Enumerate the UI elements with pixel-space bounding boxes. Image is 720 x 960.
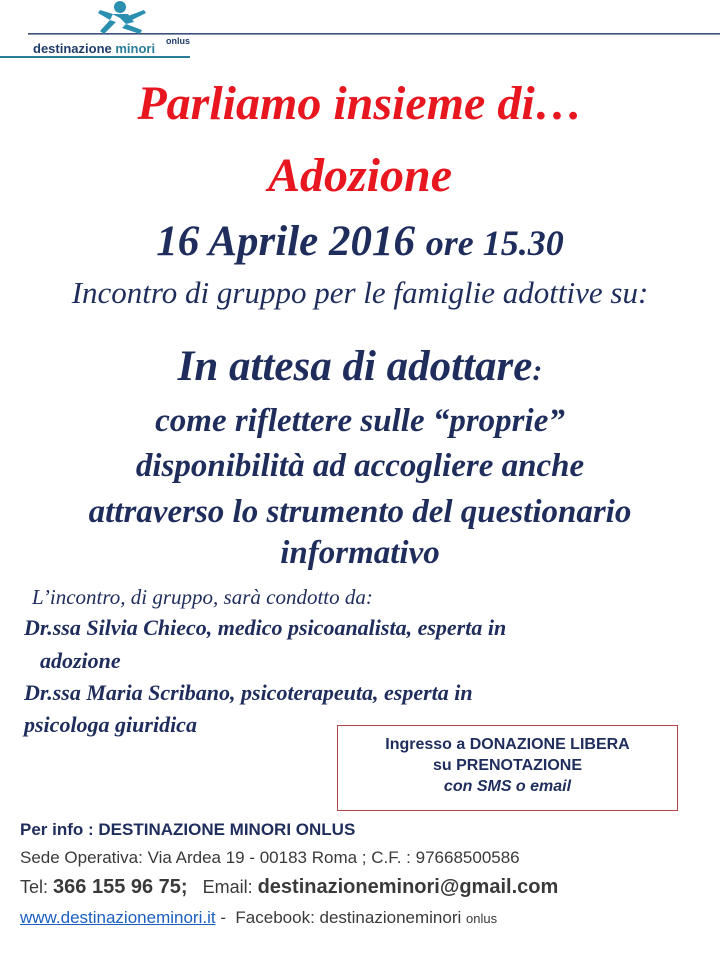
title-line1: Parliamo insieme di… [137,77,583,130]
logo [0,0,720,60]
topic-heading-colon: : [532,354,543,387]
logo-wordmark [33,41,155,56]
logo-name-part1: destinazione [33,41,116,56]
tel-label: Tel: [20,877,54,897]
topic-line-2: disponibilità ad accogliere anche [135,448,585,484]
phone-email-line [20,876,558,899]
topic-heading [0,342,720,391]
email-address: destinazioneminori@gmail.com [257,876,559,898]
facebook-suffix: onlus [466,911,498,926]
event-date-time [0,217,720,266]
admission-line1 [338,734,677,755]
admission-line2-prefix: su [432,757,457,774]
speaker-1-line1: Dr.ssa Silvia Chieco, medico psicoanalista, esperta in [24,615,507,640]
info-label: Per info : DESTINAZIONE MINORI ONLUS [20,820,356,839]
admission-line2 [338,755,677,776]
facebook-label: - Facebook: destinazioneminori [215,908,466,927]
speaker-2-line1: Dr.ssa Maria Scribano, psicoterapeuta, esperta in [24,680,473,705]
event-time: ore 15.30 [425,223,564,263]
admission-line1-prefix: Ingresso a [385,736,470,753]
title-line2: Adozione [267,149,453,202]
logo-suffix: onlus [166,36,190,46]
website-link[interactable]: www.destinazioneminori.it [20,908,216,927]
topic-heading-text: In attesa di adottare [177,343,533,390]
admission-line1-highlight: DONAZIONE LIBERA [469,736,630,753]
topic-line-4: informativo [280,535,440,571]
admission-box [337,725,678,811]
tel-number: 366 155 96 75; [53,876,188,898]
event-intro: Incontro di gruppo per le famiglie adottive su: [71,275,649,310]
speaker-1-line2: adozione [40,648,121,673]
admission-line2-highlight: PRENOTAZIONE [456,757,583,774]
speakers-intro: L’incontro, di gruppo, sarà condotto da: [32,585,373,609]
email-label: Email: [187,877,258,897]
admission-line3: con SMS o email [443,778,572,795]
address: Sede Operativa: Via Ardea 19 - 00183 Roma ; C.F. : 97668500586 [20,848,520,867]
event-date: 16 Aprile 2016 [156,218,416,265]
speaker-2-line2: psicologa giuridica [24,712,197,737]
logo-name-part2: minori [115,41,156,56]
web-line [20,908,497,928]
topic-line-1: come riflettere sulle “proprie” [155,403,565,439]
topic-line-3: attraverso lo strumento del questionario [88,494,632,530]
